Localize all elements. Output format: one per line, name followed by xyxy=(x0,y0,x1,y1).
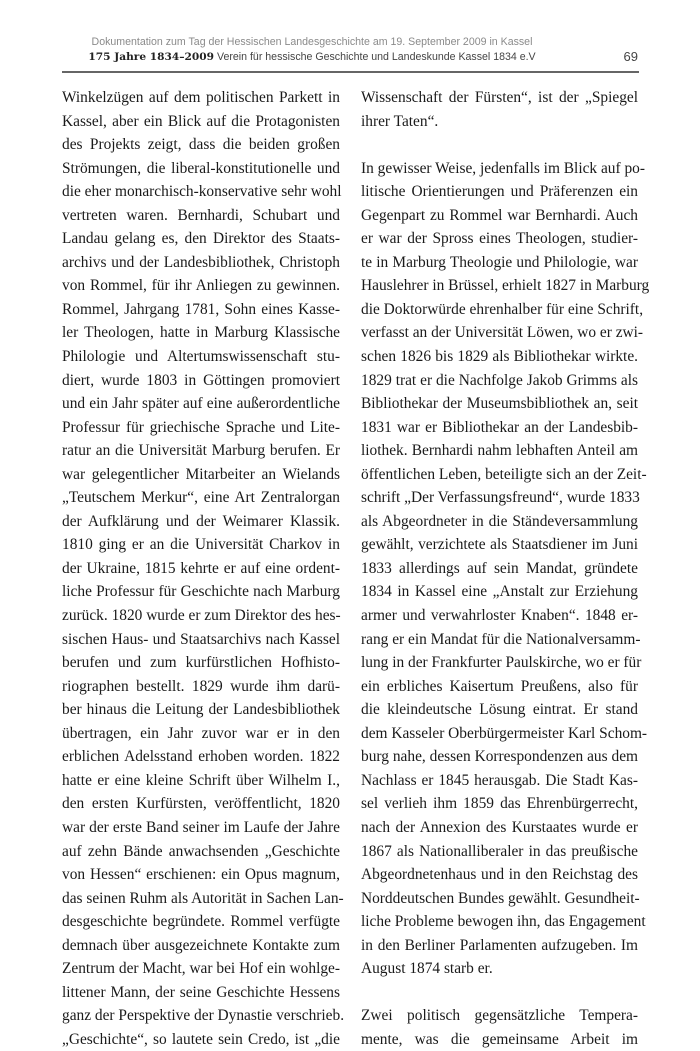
text-line: Norddeutschen Bundes gewählt. Gesundheit- xyxy=(361,889,640,907)
text-line: dem Kasseler Oberbürgermeister Karl Schom- xyxy=(361,724,648,742)
text-line: berufen und zum kurfürstlichen Hofhisto- xyxy=(62,654,340,672)
text-line: Winkelzügen auf dem politischen Parkett in xyxy=(62,89,340,106)
text-line: erblichen Adelsstand erhoben worden. 1822 xyxy=(62,748,340,766)
text-line: Strömungen, die liberal-konstitutionelle und xyxy=(62,159,340,177)
text-line: verfasst an der Universität Löwen, wo er zwi- xyxy=(361,324,644,342)
text-line: Kassel, aber ein Blick auf die Protagonisten xyxy=(62,112,340,130)
text-line: das seinen Ruhm als Autorität in Sachen Lan- xyxy=(62,889,344,907)
text-line: die eher monarchisch-konservative sehr wohl xyxy=(62,183,342,201)
text-line: in den Berliner Parlamenten aufzugeben. Im xyxy=(361,936,638,954)
text-line: te in Marburg Theologie und Philologie, war xyxy=(361,253,638,271)
text-line: ganz der Perspektive der Dynastie verschrieb. xyxy=(62,1007,345,1025)
text-line: schen 1826 bis 1829 als Bibliothekar wirkte. xyxy=(361,348,638,366)
text-line: liothek. Bernhardi nahm lebhaften Anteil am xyxy=(361,442,638,460)
header-society-line xyxy=(62,51,562,63)
text-line: zurück. 1820 wurde er zum Direktor des hes- xyxy=(62,607,341,625)
text-line: als Abgeordneter in die Ständeversammlung xyxy=(361,512,638,530)
text-line: „Geschichte“, so lautete sein Credo, ist „die xyxy=(62,1030,340,1048)
text-line: die Doktorwürde ehrenhalber für eine Schrift, xyxy=(361,300,644,318)
text-line: sischen Haus- und Staatsarchivs nach Kassel xyxy=(62,630,340,648)
text-line: liche Probleme bewogen ihn, das Engagement xyxy=(361,913,646,931)
text-line: und ein Jahr später auf eine außerordentliche xyxy=(62,395,340,413)
text-line: littener Mann, der seine Geschichte Hessens xyxy=(62,983,340,1001)
text-line: archivs und der Landesbibliothek, Christoph xyxy=(62,253,340,271)
text-line: diert, wurde 1803 in Göttingen promoviert xyxy=(62,371,340,389)
text-line: hatte er eine kleine Schrift über Wilhelm I., xyxy=(62,771,340,789)
header-rule xyxy=(62,71,639,73)
paragraph-gap xyxy=(361,981,638,1005)
text-line: nach der Annexion des Kurstaates wurde er xyxy=(361,818,638,836)
text-line: Gegenpart zu Rommel war Bernhardi. Auch xyxy=(361,206,638,224)
text-line: war gelegentlicher Mitarbeiter an Wielands xyxy=(62,465,340,483)
text-line: Zwei politisch gegensätzliche Tempera- xyxy=(361,1007,638,1025)
text-line: öffentlichen Leben, beteiligte sich an der Zeit- xyxy=(361,465,647,483)
text-line: In gewisser Weise, jedenfalls im Blick auf po- xyxy=(361,159,645,177)
text-line: ler Theologen, hatte in Marburg Klassische xyxy=(62,324,340,342)
society-name: Verein für hessische Geschichte und Landeskunde Kassel 1834 e.V xyxy=(217,51,536,63)
text-line: des Projekts zeigt, dass die beiden großen xyxy=(62,136,340,154)
text-line: Rommel, Jahrgang 1781, Sohn eines Kasse- xyxy=(62,300,340,318)
text-line: burg nahe, dessen Korrespondenzen aus dem xyxy=(361,748,638,766)
text-line: gewählt, verzichtete als Staatsdiener im Juni xyxy=(361,536,638,554)
text-line: 1810 ging er an die Universität Charkov in xyxy=(62,536,340,554)
text-line: demnach über ausgezeichnete Kontakte zum xyxy=(62,936,340,954)
text-line: ratur an die Universität Marburg berufen. Er xyxy=(62,442,340,460)
paragraph-gap xyxy=(361,133,638,157)
text-line: der Ukraine, 1815 kehrte er auf eine ordent- xyxy=(62,559,340,577)
text-line: sel verlieh ihm 1859 das Ehrenbürgerrecht, xyxy=(361,795,638,813)
text-line: Wissenschaft der Fürsten“, ist der „Spiegel xyxy=(361,89,638,106)
text-line: von Hessen“ erschienen: ein Opus magnum, xyxy=(62,866,340,884)
text-line: Landau gelang es, den Direktor des Staats- xyxy=(62,230,340,248)
text-line: Abgeordnetenhaus und in den Reichstag des xyxy=(361,866,638,884)
text-line: Professur für griechische Sprache und Lite- xyxy=(62,418,340,436)
text-line: liche Professur für Geschichte nach Marburg xyxy=(62,583,340,601)
text-line: 1834 in Kassel eine „Anstalt zur Erziehung xyxy=(361,583,638,601)
left-column xyxy=(62,86,345,1051)
text-line: der Aufklärung und der Weimarer Klassik. xyxy=(62,512,340,530)
text-line: riographen bestellt. 1829 wurde ihm darü- xyxy=(62,677,340,695)
text-line: Zentrum der Macht, war bei Hof ein wohlge- xyxy=(62,960,340,978)
text-line: vertreten waren. Bernhardi, Schubart und xyxy=(62,206,340,224)
text-line: ber hinaus die Leitung der Landesbibliothek xyxy=(62,701,340,719)
text-line: übertragen, ein Jahr zuvor war er in den xyxy=(62,724,340,742)
text-line: lung in der Frankfurter Paulskirche, wo er für xyxy=(361,654,642,672)
text-line: Philologie und Altertumswissenschaft stu- xyxy=(62,348,340,366)
text-line: 1833 allerdings auf sein Mandat, gründete xyxy=(361,559,638,577)
header-event-title: Dokumentation zum Tag der Hessischen Landesgeschichte am 19. September 2009 in Kassel xyxy=(91,36,533,48)
text-line: Hauslehrer in Brüssel, erhielt 1827 in Marburg xyxy=(361,277,650,295)
text-line: Bibliothekar der Museumsbibliothek an, seit xyxy=(361,395,638,413)
text-line: rang er ein Mandat für die Nationalversamm- xyxy=(361,630,641,648)
paragraph xyxy=(62,86,345,1051)
text-line: schrift „Der Verfassungsfreund“, wurde 1833 xyxy=(361,489,640,507)
anniversary-logo-text: 175 Jahre 1834–2009 xyxy=(88,51,215,63)
text-line: armer und verwahrloster Knaben“. 1848 er- xyxy=(361,607,638,625)
text-line: 1831 war er Bibliothekar an der Landesbib- xyxy=(361,418,638,436)
text-line: war der erste Band seiner im Laufe der Jahre xyxy=(62,818,340,836)
text-line: die kleindeutsche Lösung eintrat. Er stand xyxy=(361,701,638,719)
text-line: „Teutschem Merkur“, eine Art Zentralorgan xyxy=(62,489,340,507)
text-line: August 1874 starb er. xyxy=(361,960,493,978)
text-line: mente, was die gemeinsame Arbeit im xyxy=(361,1030,638,1048)
text-line: ein erbliches Kaisertum Preußens, also für xyxy=(361,677,638,695)
text-line: 1867 als Nationalliberaler in das preußische xyxy=(361,842,638,860)
text-line: Nachlass er 1845 herausgab. Die Stadt Kas- xyxy=(361,771,638,789)
text-line: ihrer Taten“. xyxy=(361,112,439,130)
paragraph xyxy=(361,157,650,981)
text-line: 1829 trat er die Nachfolge Jakob Grimms als xyxy=(361,371,638,389)
text-line: desgeschichte begründete. Rommel verfügte xyxy=(62,913,340,931)
page-number: 69 xyxy=(623,49,638,64)
text-line: er war der Spross eines Theologen, studier- xyxy=(361,230,638,248)
paragraph xyxy=(361,86,638,133)
text-line: auf zehn Bände anwachsenden „Geschichte xyxy=(62,842,340,860)
text-line: litische Orientierungen und Präferenzen ein xyxy=(361,183,638,201)
text-line: von Rommel, für ihr Anliegen zu gewinnen. xyxy=(62,277,340,295)
text-line: den ersten Kurfürsten, veröffentlicht, 1820 xyxy=(62,795,340,813)
paragraph xyxy=(361,1004,638,1051)
right-column xyxy=(361,86,650,1051)
